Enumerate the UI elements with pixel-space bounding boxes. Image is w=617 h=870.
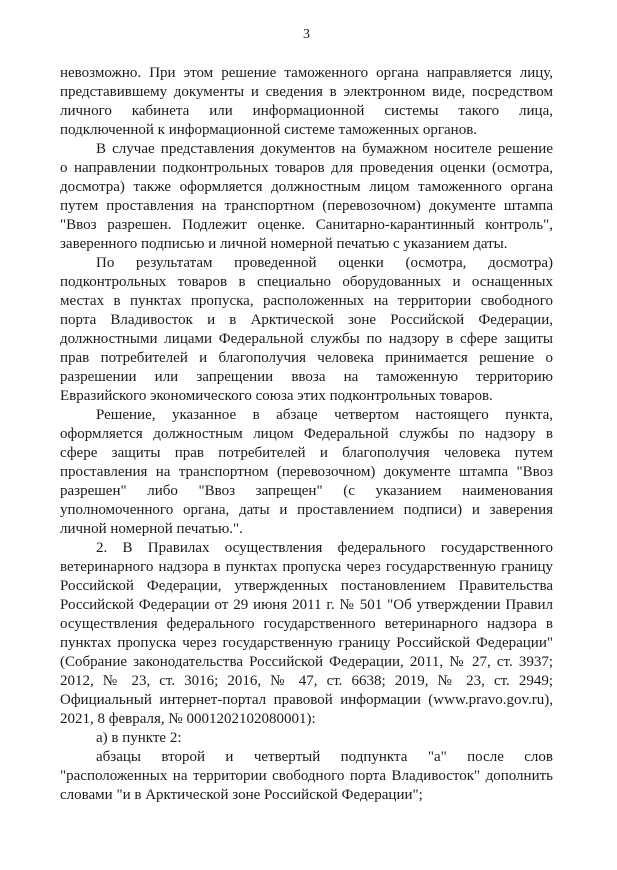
text-line: проставления на транспортном (перевозочном) документе штампа "Ввоз <box>60 464 553 480</box>
page-number: 3 <box>303 27 310 42</box>
paragraph-5 <box>60 539 553 729</box>
text-line: порта Владивосток и в Арктической зоне Российской Федерации, <box>60 312 553 328</box>
text-line: (Собрание законодательства Российской Федерации, 2011, № 27, ст. 3937; <box>60 654 553 670</box>
text-line: пунктах пропуска через государственную границу Российской Федерации" <box>60 635 553 651</box>
text-line: путем проставления на транспортном (перевозочном) документе штампа <box>60 198 553 214</box>
text-line: В случае представления документов на бумажном носителе решение <box>96 141 553 157</box>
text-line: подконтрольных товаров в специально оборудованных и оснащенных <box>60 274 553 290</box>
text-line: Решение, указанное в абзаце четвертом настоящего пункта, <box>96 407 553 423</box>
text-line: "Ввоз разрешен. Подлежит оценке. Санитарно-карантинный контроль", <box>60 217 553 233</box>
text-line: Евразийского экономического союза этих подконтрольных товаров. <box>60 388 493 404</box>
text-line: абзацы второй и четвертый подпункта "а" после слов <box>96 749 553 765</box>
text-line: подключенной к информационной системе таможенных органов. <box>60 122 478 138</box>
text-line: досмотра) также оформляется должностным лицом таможенного органа <box>60 179 553 195</box>
text-line: разрешен" либо "Ввоз запрещен" (с указанием наименования <box>60 483 553 499</box>
text-line: а) в пункте 2: <box>96 730 182 746</box>
text-line: должностными лицами Федеральной службы по надзору в сфере защиты <box>60 331 553 347</box>
text-line: прав потребителей и благополучия человека принимается решение о <box>60 350 553 366</box>
paragraph-2 <box>60 140 553 254</box>
text-line: личной номерной печатью.". <box>60 521 243 537</box>
paragraph-7 <box>60 748 553 805</box>
text-line: ветеринарного надзора в пунктах пропуска через государственную границу <box>60 559 553 575</box>
paragraph-6 <box>60 729 553 748</box>
text-line: Официальный интернет-портал правовой информации (www.pravo.gov.ru), <box>60 692 553 708</box>
text-line: Российской Федерации, утвержденных постановлением Правительства <box>60 578 553 594</box>
text-line: Российской Федерации от 29 июня 2011 г. № 501 "Об утверждении Правил <box>60 597 553 613</box>
text-line: сфере защиты прав потребителей и благополучия человека путем <box>60 445 553 461</box>
paragraph-3 <box>60 254 553 406</box>
text-line: "расположенных на территории свободного порта Владивосток" дополнить <box>60 768 553 784</box>
text-line: оформляется должностным лицом Федеральной службы по надзору в <box>60 426 553 442</box>
text-line: невозможно. При этом решение таможенного органа направляется лицу, <box>60 65 553 81</box>
text-line: осуществления федерального государственного ветеринарного надзора в <box>60 616 553 632</box>
text-line: заверенного подписью и личной номерной печатью с указанием даты. <box>60 236 508 252</box>
text-line: разрешении или запрещении ввоза на таможенную территорию <box>60 369 553 385</box>
document-body <box>60 64 553 805</box>
text-line: 2. В Правилах осуществления федерального государственного <box>96 540 553 556</box>
text-line: 2021, 8 февраля, № 0001202102080001): <box>60 711 316 727</box>
text-line: о направлении подконтрольных товаров для проведения оценки (осмотра, <box>60 160 553 176</box>
text-line: уполномоченного органа, даты и проставлением подписи) и заверения <box>60 502 553 518</box>
text-line: 2012, № 23, ст. 3016; 2016, № 47, ст. 6638; 2019, № 23, ст. 2949; <box>60 673 553 689</box>
paragraph-4 <box>60 406 553 539</box>
text-line: местах в пунктах пропуска, расположенных на территории свободного <box>60 293 553 309</box>
text-line: словами "и в Арктической зоне Российской Федерации"; <box>60 787 423 803</box>
text-line: представившему документы и сведения в электронном виде, посредством <box>60 84 553 100</box>
paragraph-1 <box>60 64 553 140</box>
text-line: По результатам проведенной оценки (осмотра, досмотра) <box>96 255 553 271</box>
text-line: личного кабинета или информационной системы такого лица, <box>60 103 553 119</box>
